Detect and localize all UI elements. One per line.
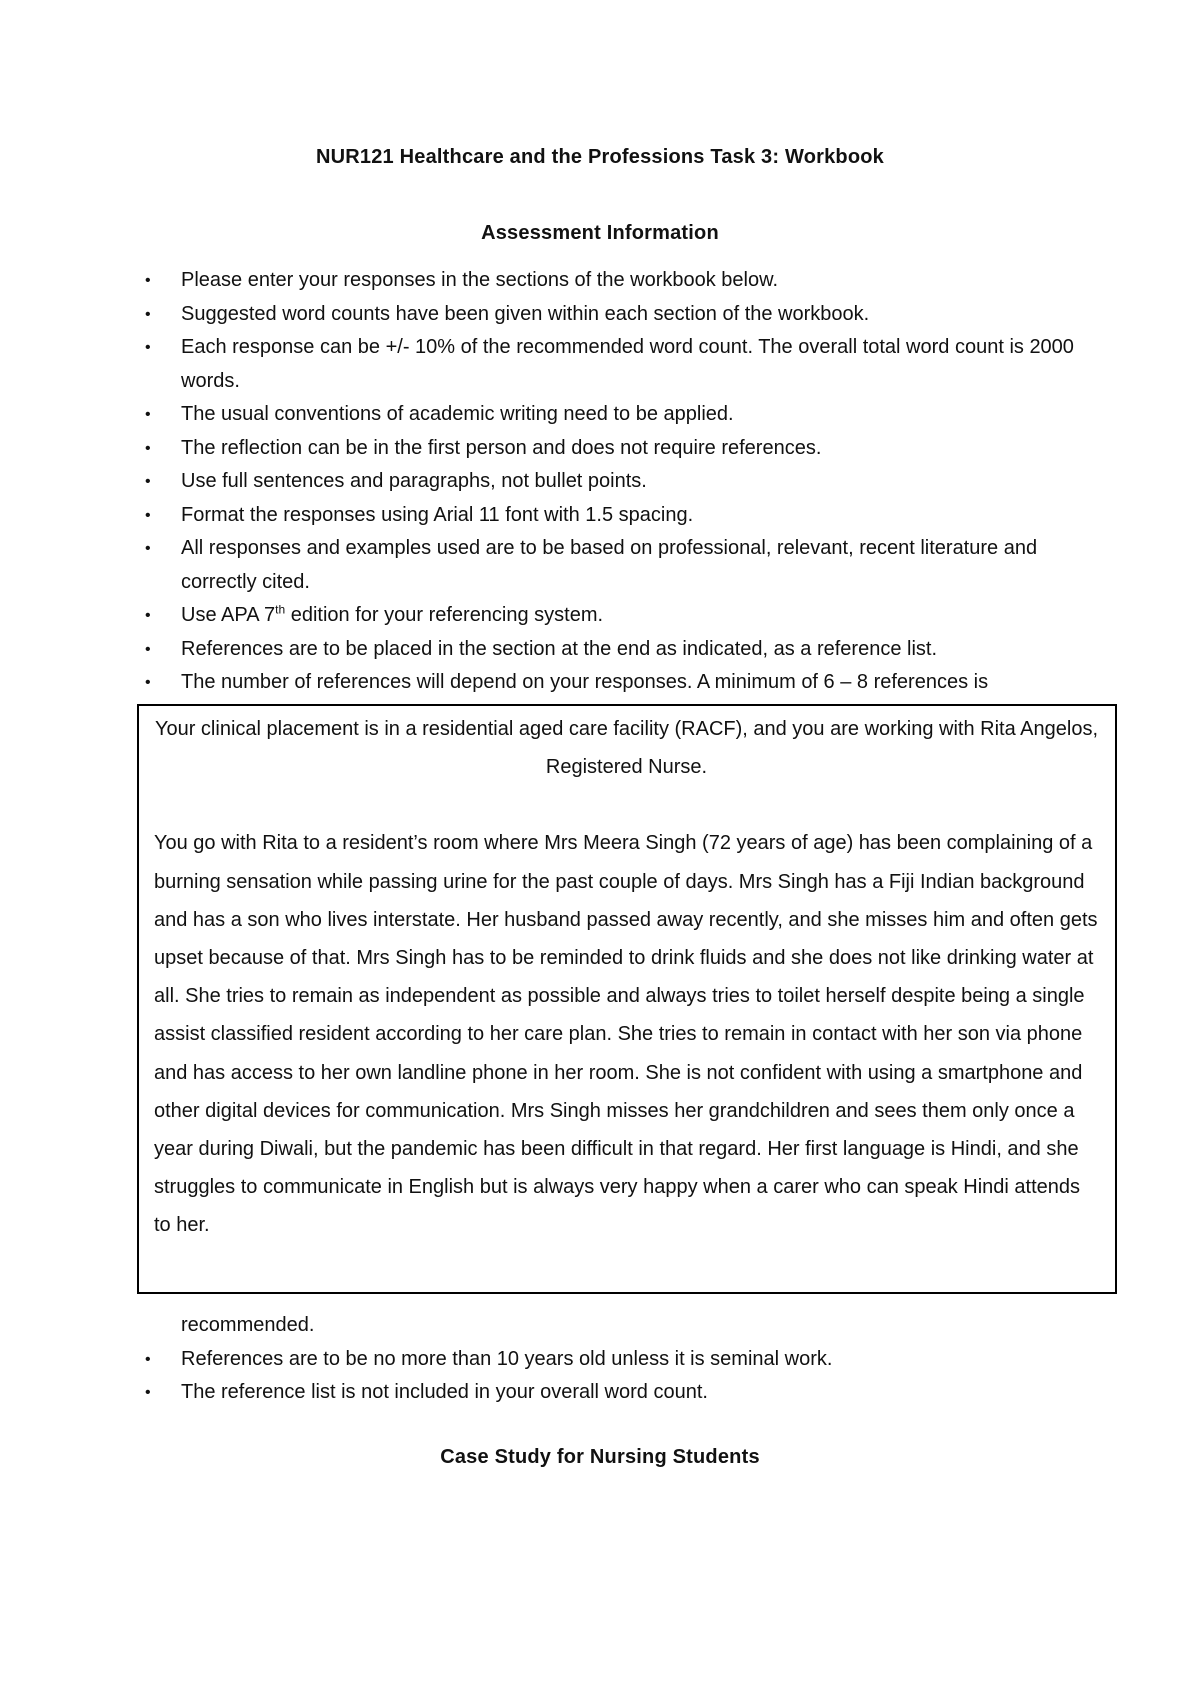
list-item xyxy=(0,264,1200,298)
bullet-icon: • xyxy=(145,272,151,289)
bullet-icon: • xyxy=(145,506,151,524)
bullet-icon: • xyxy=(145,607,151,624)
list-item-text: recommended. xyxy=(181,1314,315,1336)
apa-text-after: edition for your referencing system. xyxy=(285,604,604,626)
list-item-text: The reflection can be in the first person and does not require references. xyxy=(181,436,822,459)
bullet-icon: • xyxy=(145,674,151,691)
list-item-text: Suggested word counts have been given within each section of the workbook. xyxy=(181,302,870,325)
list-item xyxy=(0,465,1200,499)
bullet-icon: • xyxy=(145,640,151,658)
list-item xyxy=(0,666,1200,700)
list-item-text: All responses and examples used are to be based on professional, relevant, recent literature and correctly cited. xyxy=(181,537,1038,593)
list-item xyxy=(0,432,1200,466)
case-intro: Your clinical placement is in a residential aged care facility (RACF), and you are working with Rita Angelos, Registered Nurse. xyxy=(154,718,1099,779)
list-item-text: Format the responses using Arial 11 font with 1.5 spacing. xyxy=(181,503,694,526)
list-item-text: References are to be placed in the section at the end as indicated, as a reference list. xyxy=(181,637,938,660)
bullet-icon: • xyxy=(145,1384,151,1401)
bullet-icon: • xyxy=(145,339,151,356)
apa-superscript: th xyxy=(275,602,286,617)
list-item xyxy=(0,532,1200,599)
list-item-text: Use full sentences and paragraphs, not bullet points. xyxy=(181,470,647,492)
list-item-text xyxy=(181,604,603,626)
list-item-continuation xyxy=(0,1309,1200,1343)
assessment-heading: Assessment Information xyxy=(481,222,719,244)
list-item xyxy=(0,633,1200,667)
list-item xyxy=(0,1343,1200,1377)
assessment-bullet-list xyxy=(0,264,1200,700)
list-item xyxy=(0,599,1200,633)
apa-text-before: Use APA 7 xyxy=(181,604,276,626)
list-item-text: Each response can be +/- 10% of the recommended word count. The overall total word count is 2000 words. xyxy=(181,336,1074,392)
list-item xyxy=(0,298,1200,332)
bullet-icon: • xyxy=(145,305,151,323)
list-item-text: The usual conventions of academic writing need to be applied. xyxy=(181,403,734,425)
assessment-bullet-list-continued xyxy=(0,1309,1200,1410)
list-item xyxy=(0,499,1200,533)
list-item xyxy=(0,331,1200,398)
bullet-icon: • xyxy=(145,473,151,490)
bullet-icon: • xyxy=(145,1350,151,1368)
list-item xyxy=(0,1376,1200,1410)
bullet-icon: • xyxy=(145,439,151,457)
case-body: You go with Rita to a resident’s room where Mrs Meera Singh (72 years of age) has been complaining of a burning sensation while passing urine for the past couple of days. Mrs Singh has a Fiji Indian background and has a son who lives interstate. Her husband passed away recently, and she misses him and often gets upset because of that. Mrs Singh has to be reminded to drink fluids and she does not like drinking water at all. She tries to remain as independent as possible and always tries to toilet herself despite being a single assist classified resident according to her care plan. She tries to remain in contact with her son via phone and has access to her own landline phone in her room. She is not confident with using a smartphone and other digital devices for communication. Mrs Singh misses her grandchildren and sees them only once a year during Diwali, but the pandemic has been difficult in that regard. Her first language is Hindi, and she struggles to communicate in English but is always very happy when a carer who can speak Hindi attends to her. xyxy=(154,832,1098,1237)
document-title: NUR121 Healthcare and the Professions Task 3: Workbook xyxy=(315,146,884,168)
case-scenario-box xyxy=(137,704,1117,1294)
case-study-heading: Case Study for Nursing Students xyxy=(440,1446,760,1468)
list-item-text: The reference list is not included in your overall word count. xyxy=(181,1381,708,1403)
list-item xyxy=(0,398,1200,432)
bullet-icon: • xyxy=(145,540,151,557)
list-item-text: References are to be no more than 10 years old unless it is seminal work. xyxy=(181,1347,833,1370)
list-item-text: Please enter your responses in the sections of the workbook below. xyxy=(181,269,779,291)
bullet-icon: • xyxy=(145,406,151,423)
list-item-text: The number of references will depend on your responses. A minimum of 6 – 8 references is xyxy=(181,671,989,693)
